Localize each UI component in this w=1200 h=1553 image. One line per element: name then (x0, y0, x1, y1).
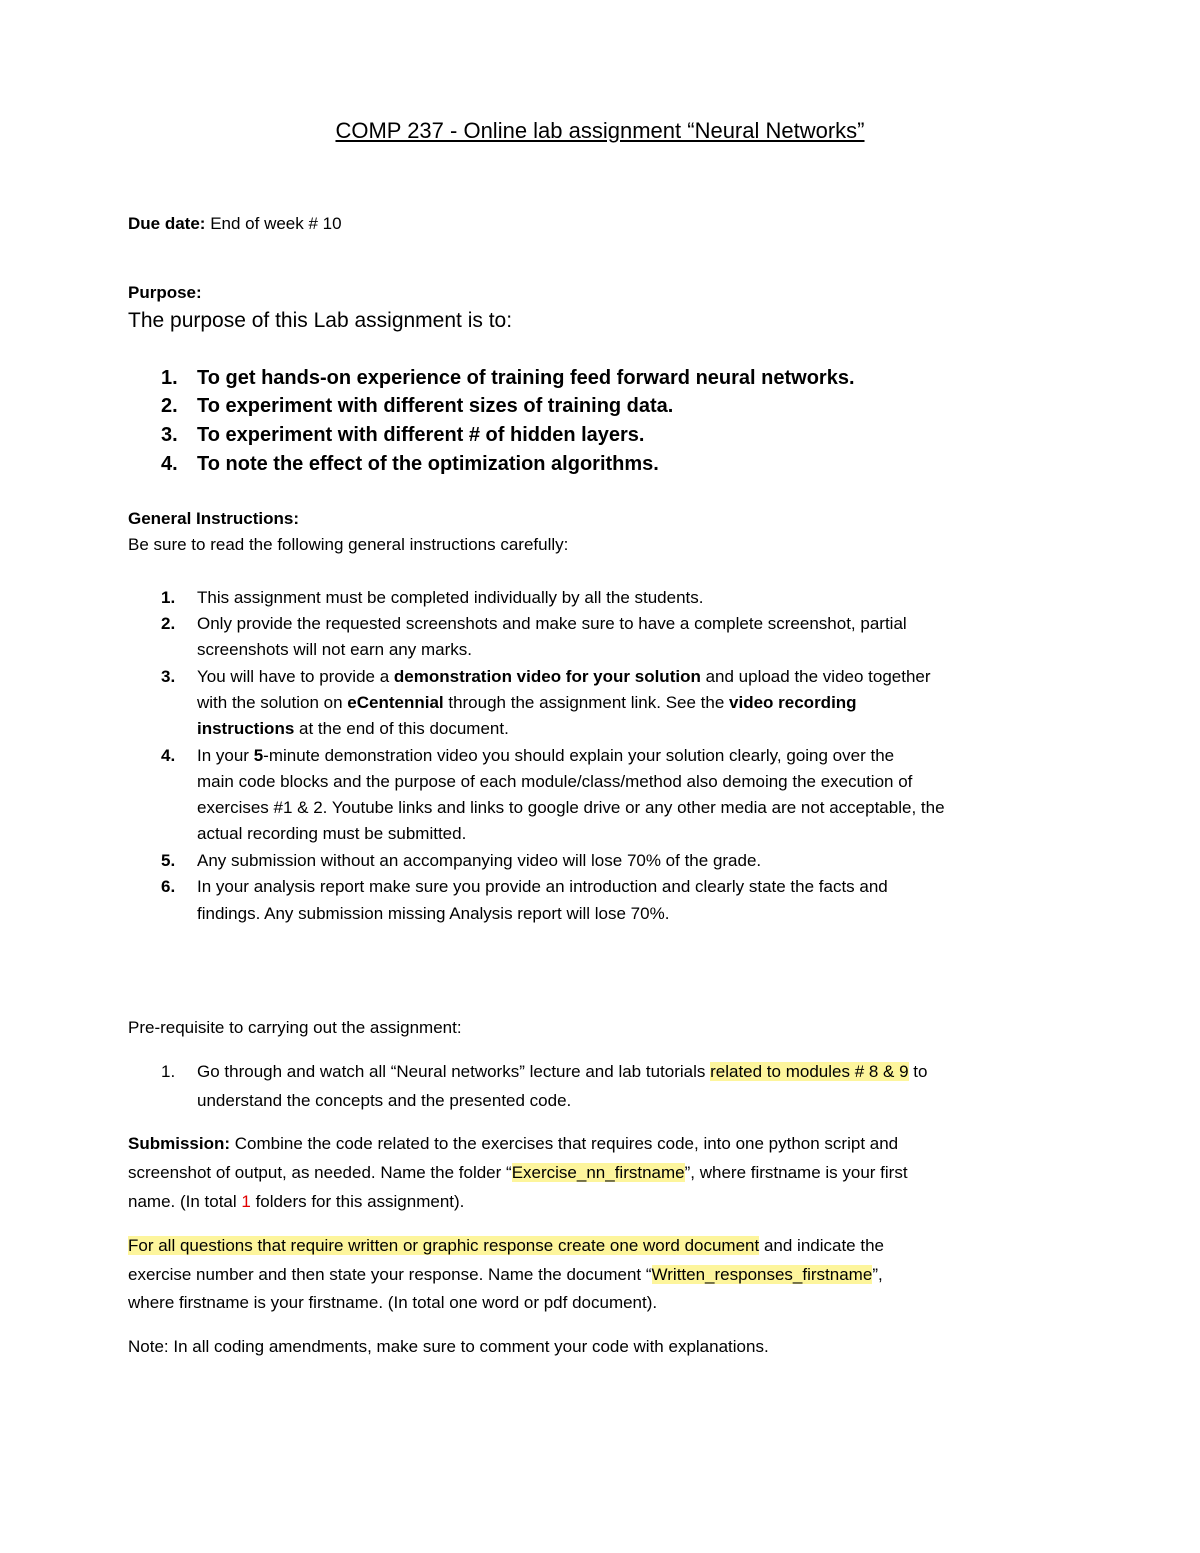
general-instructions-label: General Instructions: (128, 509, 299, 528)
submission-line-3 (128, 1192, 464, 1212)
instruction-6-line-1: In your analysis report make sure you provide an introduction and clearly state the facts and (197, 877, 888, 896)
instruction-4-text: -minute demonstration video you should explain your solution clearly, going over the (263, 746, 895, 765)
instruction-3-text: at the end of this document. (294, 719, 509, 738)
note-line (128, 1337, 769, 1357)
prerequisite-text: Go through and watch all “Neural networks” lecture and lab tutorials (197, 1062, 711, 1081)
written-text: exercise number and then state your response. Name the document “ (128, 1265, 652, 1284)
document-title: COMP 237 - Online lab assignment “Neural Networks” (335, 118, 865, 143)
instruction-6-line-2: findings. Any submission missing Analysis report will lose 70%. (197, 904, 670, 923)
purpose-item-4-text: To note the effect of the optimization algorithms. (197, 453, 659, 475)
instruction-6-num: 6. (161, 877, 176, 896)
submission-label: Submission: (128, 1134, 231, 1153)
written-text: ”, (872, 1265, 883, 1284)
submission-text: name. (In total (128, 1192, 242, 1211)
prerequisite-1-line-1 (197, 1062, 927, 1082)
instruction-3-bold: demonstration video for your solution (393, 667, 701, 686)
instruction-4-line-3: exercises #1 & 2. Youtube links and links to google drive or any other media are not acceptable, the (197, 798, 945, 817)
submission-text: screenshot of output, as needed. Name the folder “ (128, 1163, 512, 1182)
instruction-3-bold: eCentennial (347, 693, 444, 712)
purpose-item-2-text: To experiment with different sizes of training data. (197, 395, 674, 417)
purpose-item-4-num: 4. (161, 453, 178, 475)
purpose-item-3-text: To experiment with different # of hidden layers. (197, 424, 645, 446)
submission-text: ”, where firstname is your first (684, 1163, 908, 1182)
instruction-3-text: You will have to provide a (197, 667, 394, 686)
purpose-item-1-num: 1. (161, 367, 178, 389)
instruction-2-line-1: Only provide the requested screenshots and make sure to have a complete screenshot, partial (197, 614, 907, 633)
instruction-3-line-2 (197, 693, 857, 713)
purpose-item-3-num: 3. (161, 424, 178, 446)
instruction-1-num: 1. (161, 588, 176, 607)
instruction-3-text: with the solution on (197, 693, 348, 712)
written-document-name: Written_responses_firstname (651, 1265, 873, 1284)
submission-line-2 (128, 1163, 908, 1183)
written-text: and indicate the (759, 1236, 884, 1255)
instruction-2-line-2: screenshots will not earn any marks. (197, 640, 472, 659)
submission-text: Combine the code related to the exercises that requires code, into one python script and (230, 1134, 899, 1153)
instruction-3-bold: video recording (729, 693, 857, 712)
instruction-3-bold: instructions (197, 719, 295, 738)
instruction-4-num: 4. (161, 746, 176, 765)
purpose-item-1-text: To get hands-on experience of training feed forward neural networks. (197, 367, 855, 389)
note-label: Note: (128, 1337, 169, 1356)
written-line-2 (128, 1265, 883, 1285)
due-date-value: End of week # 10 (205, 214, 342, 233)
prerequisite-highlight: related to modules # 8 & 9 (710, 1062, 909, 1081)
instruction-5-num: 5. (161, 851, 176, 870)
written-highlight: For all questions that require written or graphic response create one word document (128, 1236, 760, 1255)
instruction-4-line-1 (197, 746, 894, 766)
purpose-intro: The purpose of this Lab assignment is to: (128, 309, 513, 332)
note-text: In all coding amendments, make sure to comment your code with explanations. (168, 1337, 769, 1356)
purpose-label: Purpose: (128, 283, 202, 302)
due-date-label: Due date: (128, 214, 206, 233)
instruction-3-num: 3. (161, 667, 176, 686)
instruction-4-text: In your (197, 746, 254, 765)
instruction-3-text: and upload the video together (700, 667, 931, 686)
instruction-4-line-4: actual recording must be submitted. (197, 824, 467, 843)
instruction-3-line-1 (197, 667, 931, 687)
instruction-2-num: 2. (161, 614, 176, 633)
written-line-3: where firstname is your firstname. (In total one word or pdf document). (128, 1293, 658, 1312)
instruction-5-line-1: Any submission without an accompanying video will lose 70% of the grade. (197, 851, 762, 870)
prerequisite-1-num: 1. (161, 1062, 176, 1081)
prerequisite-text: to (908, 1062, 928, 1081)
submission-folder-count: 1 (241, 1192, 251, 1211)
instruction-4-line-2: main code blocks and the purpose of each module/class/method also demoing the execution of (197, 772, 913, 791)
general-instructions-intro: Be sure to read the following general instructions carefully: (128, 535, 569, 554)
written-line-1 (128, 1236, 884, 1256)
submission-text: folders for this assignment). (250, 1192, 465, 1211)
prerequisite-label: Pre-requisite to carrying out the assignment: (128, 1018, 462, 1037)
instruction-4-bold: 5 (253, 746, 264, 765)
prerequisite-1-line-2: understand the concepts and the presented code. (197, 1091, 572, 1110)
purpose-item-2-num: 2. (161, 395, 178, 417)
instruction-3-text: through the assignment link. See the (443, 693, 730, 712)
instruction-3-line-3 (197, 719, 509, 739)
submission-line-1 (128, 1134, 898, 1154)
due-date-line (128, 214, 342, 234)
submission-folder-name: Exercise_nn_firstname (511, 1163, 685, 1182)
instruction-1-line-1: This assignment must be completed individually by all the students. (197, 588, 704, 607)
